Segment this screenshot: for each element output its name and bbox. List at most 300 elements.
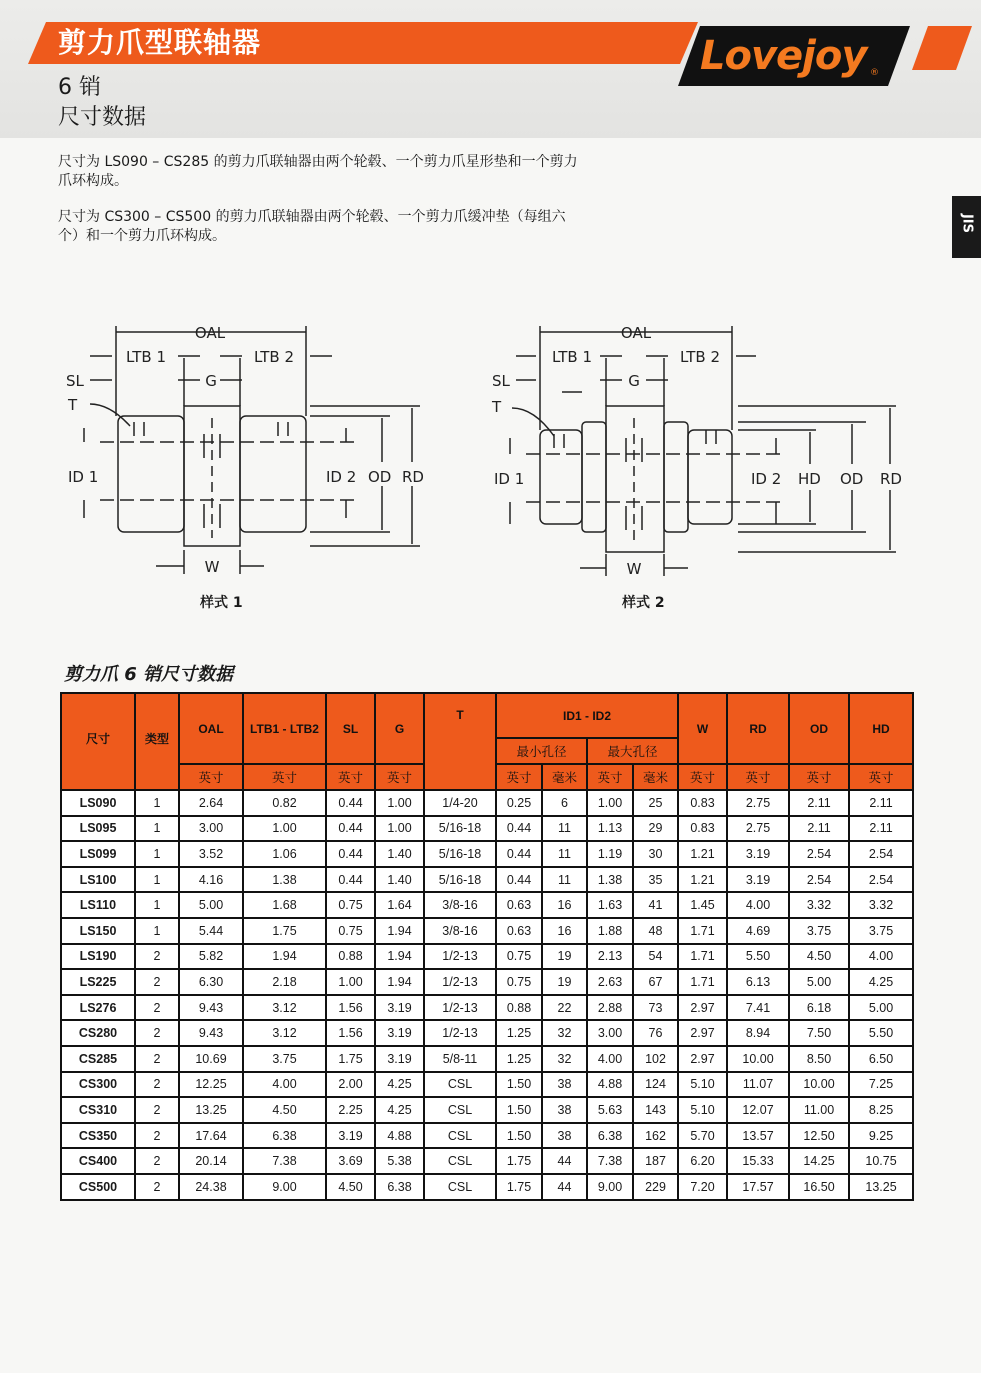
table-cell: 1.06	[243, 841, 326, 867]
table-cell: 4.16	[179, 867, 243, 893]
table-cell: 1.71	[678, 969, 727, 995]
page-subtitle-2: 尺寸数据	[58, 105, 147, 130]
table-cell: 1.00	[375, 816, 424, 842]
table-cell: 0.44	[326, 841, 375, 867]
table-row	[61, 995, 913, 1021]
table-cell: 11.00	[789, 1097, 849, 1123]
table-cell: 5.00	[789, 969, 849, 995]
table-cell-size: LS095	[61, 816, 135, 842]
table-cell: 76	[633, 1020, 678, 1046]
table-cell: 11.07	[727, 1072, 789, 1098]
table-cell: 5.10	[678, 1072, 727, 1098]
unit-w-inch: 英寸	[678, 764, 727, 790]
table-body	[61, 790, 913, 1200]
table-cell: 162	[633, 1123, 678, 1149]
label-g: G	[628, 372, 640, 390]
unit-g-inch: 英寸	[375, 764, 424, 790]
table-cell: 2	[135, 995, 179, 1021]
header-od: OD	[789, 693, 849, 764]
table-cell: 1.40	[375, 867, 424, 893]
table-cell: 4.25	[375, 1072, 424, 1098]
table-row	[61, 1148, 913, 1174]
table-cell: 22	[542, 995, 587, 1021]
table-cell: 143	[633, 1097, 678, 1123]
table-row	[61, 1072, 913, 1098]
table-cell: 1.88	[587, 918, 633, 944]
table-cell: 29	[633, 816, 678, 842]
table-cell: 16	[542, 918, 587, 944]
table-cell: 1.38	[587, 867, 633, 893]
label-ltb2: LTB 2	[679, 348, 721, 366]
table-cell: 3.75	[849, 918, 913, 944]
label-t: T	[492, 398, 502, 416]
table-row	[61, 1174, 913, 1200]
header-w: W	[678, 693, 727, 764]
page-title: 剪力爪型联轴器	[58, 26, 262, 59]
spider-ring	[606, 406, 664, 552]
table-cell: 1.75	[496, 1174, 542, 1200]
table-cell-size: LS225	[61, 969, 135, 995]
table-cell: 19	[542, 969, 587, 995]
table-cell: 7.25	[849, 1072, 913, 1098]
table-cell: 2.25	[326, 1097, 375, 1123]
table-cell: 4.88	[587, 1072, 633, 1098]
table-row	[61, 1123, 913, 1149]
table-cell: 3.12	[243, 995, 326, 1021]
table-cell-size: LS150	[61, 918, 135, 944]
table-cell: 0.75	[496, 944, 542, 970]
table-cell: 11	[542, 867, 587, 893]
table-cell: 4.88	[375, 1123, 424, 1149]
label-t: T	[68, 396, 78, 414]
table-cell: 2	[135, 1097, 179, 1123]
table-cell: 2	[135, 944, 179, 970]
coupling-diagram-style-2	[486, 318, 916, 586]
header-hd: HD	[849, 693, 913, 764]
table-cell: 3/8-16	[424, 892, 496, 918]
table-cell: 10.00	[727, 1046, 789, 1072]
table-cell: 0.75	[326, 918, 375, 944]
table-cell: 3.75	[243, 1046, 326, 1072]
table-row	[61, 1046, 913, 1072]
table-cell: 2	[135, 1148, 179, 1174]
table-cell: 3.12	[243, 1020, 326, 1046]
header-min-bore: 最小孔径	[496, 738, 587, 764]
table-cell: 7.38	[243, 1148, 326, 1174]
table-cell-size: CS280	[61, 1020, 135, 1046]
table-cell: 1	[135, 790, 179, 816]
table-cell: 7.38	[587, 1148, 633, 1174]
table-cell: 2.88	[587, 995, 633, 1021]
table-cell: 9.25	[849, 1123, 913, 1149]
table-row	[61, 790, 913, 816]
diagram-2-labels	[491, 324, 902, 578]
table-cell: 0.83	[678, 790, 727, 816]
table-cell: 2.64	[179, 790, 243, 816]
table-cell: 1.38	[243, 867, 326, 893]
unit-min-inch: 英寸	[496, 764, 542, 790]
table-cell: 5.50	[849, 1020, 913, 1046]
table-cell: 1/2-13	[424, 1020, 496, 1046]
table-cell: 16	[542, 892, 587, 918]
table-cell-size: LS100	[61, 867, 135, 893]
table-cell: 1	[135, 867, 179, 893]
unit-hd-inch: 英寸	[849, 764, 913, 790]
unit-rd-inch: 英寸	[727, 764, 789, 790]
label-rd: RD	[402, 468, 424, 486]
table-cell: 44	[542, 1174, 587, 1200]
header-t: T	[424, 693, 496, 790]
table-cell: 0.63	[496, 892, 542, 918]
header-oal: OAL	[179, 693, 243, 764]
table-cell: 1.50	[496, 1097, 542, 1123]
table-cell: 2.97	[678, 1020, 727, 1046]
table-cell: 38	[542, 1123, 587, 1149]
table-cell: 17.57	[727, 1174, 789, 1200]
table-cell: 1	[135, 816, 179, 842]
table-cell: 1.50	[496, 1123, 542, 1149]
unit-max-inch: 英寸	[587, 764, 633, 790]
hub-right	[240, 416, 306, 532]
label-w: W	[204, 558, 220, 576]
table-cell: 1/4-20	[424, 790, 496, 816]
table-cell: 13.25	[849, 1174, 913, 1200]
unit-max-mm: 毫米	[633, 764, 678, 790]
table-cell: CSL	[424, 1148, 496, 1174]
brand-logo-text: Lovejoy	[700, 33, 867, 79]
table-cell: 5/16-18	[424, 841, 496, 867]
table-cell: 1.71	[678, 918, 727, 944]
page-subtitle: 6 销	[58, 75, 101, 100]
table-cell: 67	[633, 969, 678, 995]
table-cell: 6.18	[789, 995, 849, 1021]
table-cell: 0.44	[326, 790, 375, 816]
table-cell: 1.94	[243, 944, 326, 970]
table-cell: 6.38	[587, 1123, 633, 1149]
header-sl: SL	[326, 693, 375, 764]
coupling-diagram-style-1	[60, 318, 440, 586]
label-id1: ID 1	[68, 468, 99, 486]
table-cell: 4.00	[243, 1072, 326, 1098]
table-cell: 30	[633, 841, 678, 867]
table-cell: 1.75	[326, 1046, 375, 1072]
table-cell: 10.00	[789, 1072, 849, 1098]
intro-paragraph-1: 尺寸为 LS090 – CS285 的剪力爪联轴器由两个轮毂、一个剪力爪星形垫和一个剪力爪环构成。	[58, 154, 578, 189]
table-cell: 2	[135, 1123, 179, 1149]
table-cell: 16.50	[789, 1174, 849, 1200]
table-cell: 5/16-18	[424, 816, 496, 842]
header-size: 尺寸	[61, 693, 135, 790]
table-row	[61, 1097, 913, 1123]
table-cell: 17.64	[179, 1123, 243, 1149]
table-cell: 1.63	[587, 892, 633, 918]
table-cell: 14.25	[789, 1148, 849, 1174]
table-cell-size: CS310	[61, 1097, 135, 1123]
table-cell: 7.20	[678, 1174, 727, 1200]
table-cell: 1.94	[375, 969, 424, 995]
unit-ltb-inch: 英寸	[243, 764, 326, 790]
table-cell: 12.07	[727, 1097, 789, 1123]
table-cell: 3.19	[375, 995, 424, 1021]
table-cell: 4.00	[849, 944, 913, 970]
table-cell: 1.21	[678, 841, 727, 867]
label-ltb1: LTB 1	[551, 348, 593, 366]
label-ltb1: LTB 1	[125, 348, 167, 366]
table-cell: 3.19	[375, 1020, 424, 1046]
unit-sl-inch: 英寸	[326, 764, 375, 790]
table-cell-size: CS400	[61, 1148, 135, 1174]
label-g: G	[205, 372, 217, 390]
table-cell-size: LS190	[61, 944, 135, 970]
table-cell: 7.41	[727, 995, 789, 1021]
table-cell: 3.19	[326, 1123, 375, 1149]
table-cell: 13.25	[179, 1097, 243, 1123]
dimension-table	[60, 692, 914, 1201]
diagram-1-labels	[66, 324, 424, 576]
table-cell: 1.00	[326, 969, 375, 995]
table-cell: 6.38	[375, 1174, 424, 1200]
table-cell: 0.44	[496, 867, 542, 893]
table-cell: 0.44	[326, 816, 375, 842]
table-cell: 38	[542, 1072, 587, 1098]
table-cell: 41	[633, 892, 678, 918]
table-cell: 5/16-18	[424, 867, 496, 893]
table-title: 剪力爪 6 销尺寸数据	[64, 664, 234, 685]
table-cell: 4.00	[587, 1046, 633, 1072]
table-row	[61, 867, 913, 893]
table-cell: 5.50	[727, 944, 789, 970]
hub-right	[688, 430, 732, 524]
table-cell: 3.69	[326, 1148, 375, 1174]
table-cell: 2.00	[326, 1072, 375, 1098]
table-row	[61, 918, 913, 944]
label-sl: SL	[66, 372, 84, 390]
table-cell: 2.54	[789, 841, 849, 867]
table-cell: 1.19	[587, 841, 633, 867]
table-cell: 9.43	[179, 995, 243, 1021]
table-cell: 1.25	[496, 1020, 542, 1046]
table-cell: 0.88	[496, 995, 542, 1021]
table-cell: 0.63	[496, 918, 542, 944]
table-cell: 1/2-13	[424, 995, 496, 1021]
table-cell: 3.19	[727, 867, 789, 893]
table-cell: 5.82	[179, 944, 243, 970]
table-cell: 1.00	[243, 816, 326, 842]
label-w: W	[626, 560, 642, 578]
table-cell: CSL	[424, 1097, 496, 1123]
table-row	[61, 944, 913, 970]
table-cell: 6.50	[849, 1046, 913, 1072]
table-cell: CSL	[424, 1072, 496, 1098]
table-cell: 0.44	[496, 816, 542, 842]
table-cell: 3.00	[587, 1020, 633, 1046]
header-type: 类型	[135, 693, 179, 790]
table-cell: 0.82	[243, 790, 326, 816]
table-cell: 2.11	[849, 816, 913, 842]
table-cell: 4.25	[375, 1097, 424, 1123]
table-cell: 2.13	[587, 944, 633, 970]
table-cell: 7.50	[789, 1020, 849, 1046]
table-cell: 5.44	[179, 918, 243, 944]
table-cell: 32	[542, 1046, 587, 1072]
table-cell: 3.32	[849, 892, 913, 918]
table-cell: 24.38	[179, 1174, 243, 1200]
table-cell-size: LS276	[61, 995, 135, 1021]
table-row	[61, 969, 913, 995]
table-cell: 2	[135, 1072, 179, 1098]
section-side-tab	[952, 196, 981, 258]
table-cell: 3.75	[789, 918, 849, 944]
header-rd: RD	[727, 693, 789, 764]
table-cell: 5.10	[678, 1097, 727, 1123]
table-cell: 1.75	[496, 1148, 542, 1174]
intro-paragraph-2: 尺寸为 CS300 – CS500 的剪力爪联轴器由两个轮毂、一个剪力爪缓冲垫（每组六个）和一个剪力爪环构成。	[58, 209, 566, 244]
table-cell: 2.97	[678, 1046, 727, 1072]
table-cell: 3.32	[789, 892, 849, 918]
side-tab-label: JIS	[959, 213, 975, 234]
table-cell: 8.50	[789, 1046, 849, 1072]
table-cell: 3.19	[375, 1046, 424, 1072]
table-cell: 2.18	[243, 969, 326, 995]
table-cell: 1.50	[496, 1072, 542, 1098]
table-cell: 0.25	[496, 790, 542, 816]
label-sl: SL	[492, 372, 510, 390]
table-cell: 4.50	[243, 1097, 326, 1123]
table-cell: CSL	[424, 1174, 496, 1200]
table-cell: 5.00	[179, 892, 243, 918]
table-cell: 5.70	[678, 1123, 727, 1149]
table-cell: 2.75	[727, 816, 789, 842]
table-cell: 1	[135, 892, 179, 918]
unit-od-inch: 英寸	[789, 764, 849, 790]
table-cell: 2.11	[849, 790, 913, 816]
table-cell: 1.00	[375, 790, 424, 816]
table-cell: 2.97	[678, 995, 727, 1021]
table-cell-size: LS099	[61, 841, 135, 867]
label-rd: RD	[880, 470, 902, 488]
table-cell: 20.14	[179, 1148, 243, 1174]
table-cell: 4.50	[326, 1174, 375, 1200]
table-row	[61, 816, 913, 842]
table-cell-size: LS090	[61, 790, 135, 816]
table-cell: 5.00	[849, 995, 913, 1021]
table-cell: 4.50	[789, 944, 849, 970]
table-cell: 3.00	[179, 816, 243, 842]
table-cell: 1.94	[375, 944, 424, 970]
table-cell: 1.56	[326, 1020, 375, 1046]
label-oal: OAL	[620, 324, 652, 342]
table-cell: 73	[633, 995, 678, 1021]
table-cell: 5.63	[587, 1097, 633, 1123]
table-cell: 1.56	[326, 995, 375, 1021]
label-od: OD	[368, 468, 392, 486]
unit-oal-inch: 英寸	[179, 764, 243, 790]
diagram-1-caption: 样式 1	[200, 595, 243, 611]
table-cell: 2.63	[587, 969, 633, 995]
hub-left	[118, 416, 184, 532]
table-cell: 0.75	[326, 892, 375, 918]
table-cell: 6.13	[727, 969, 789, 995]
table-cell: 6.30	[179, 969, 243, 995]
table-cell: 229	[633, 1174, 678, 1200]
table-cell: 12.25	[179, 1072, 243, 1098]
table-cell: 44	[542, 1148, 587, 1174]
table-cell: 5/8-11	[424, 1046, 496, 1072]
table-cell-size: CS500	[61, 1174, 135, 1200]
diagram-2-caption: 样式 2	[622, 595, 665, 611]
header-g: G	[375, 693, 424, 764]
table-cell: 11	[542, 841, 587, 867]
table-cell: 10.69	[179, 1046, 243, 1072]
table-cell: 1.40	[375, 841, 424, 867]
table-cell: 35	[633, 867, 678, 893]
table-cell: 4.25	[849, 969, 913, 995]
table-cell: 1.13	[587, 816, 633, 842]
label-ltb2: LTB 2	[253, 348, 295, 366]
table-cell: 9.00	[243, 1174, 326, 1200]
table-row	[61, 892, 913, 918]
table-cell: 2.75	[727, 790, 789, 816]
table-cell: 9.43	[179, 1020, 243, 1046]
table-cell: 124	[633, 1072, 678, 1098]
table-row	[61, 1020, 913, 1046]
table-cell: 38	[542, 1097, 587, 1123]
table-cell: 4.69	[727, 918, 789, 944]
table-cell: 2.11	[789, 790, 849, 816]
table-cell: 3.52	[179, 841, 243, 867]
table-cell: 1.25	[496, 1046, 542, 1072]
table-cell: 12.50	[789, 1123, 849, 1149]
label-id1: ID 1	[494, 470, 525, 488]
table-cell: 19	[542, 944, 587, 970]
label-oal: OAL	[194, 324, 226, 342]
table-cell: 102	[633, 1046, 678, 1072]
label-hd: HD	[798, 470, 821, 488]
table-cell: 3.19	[727, 841, 789, 867]
table-cell: 48	[633, 918, 678, 944]
table-cell: 32	[542, 1020, 587, 1046]
table-cell-size: LS110	[61, 892, 135, 918]
table-cell: 0.88	[326, 944, 375, 970]
table-cell: 5.38	[375, 1148, 424, 1174]
table-cell: 15.33	[727, 1148, 789, 1174]
table-cell: 2	[135, 1020, 179, 1046]
table-cell: 1/2-13	[424, 969, 496, 995]
header-ltb: LTB1 - LTB2	[243, 693, 326, 764]
table-cell: 8.94	[727, 1020, 789, 1046]
table-cell: 2	[135, 1174, 179, 1200]
label-od: OD	[840, 470, 864, 488]
hub-left-flange	[582, 422, 606, 532]
table-cell: 0.83	[678, 816, 727, 842]
header-max-bore: 最大孔径	[587, 738, 678, 764]
table-cell-size: CS285	[61, 1046, 135, 1072]
table-cell: 6	[542, 790, 587, 816]
label-id2: ID 2	[751, 470, 782, 488]
table-cell: 0.44	[326, 867, 375, 893]
table-cell: 2.54	[789, 867, 849, 893]
table-cell: 2.54	[849, 841, 913, 867]
table-cell: 4.00	[727, 892, 789, 918]
table-cell: 2.54	[849, 867, 913, 893]
table-cell: 0.75	[496, 969, 542, 995]
hub-right-flange	[664, 422, 688, 532]
table-cell: 54	[633, 944, 678, 970]
table-cell: 0.44	[496, 841, 542, 867]
table-cell-size: CS350	[61, 1123, 135, 1149]
table-cell: 1	[135, 841, 179, 867]
table-cell: 187	[633, 1148, 678, 1174]
